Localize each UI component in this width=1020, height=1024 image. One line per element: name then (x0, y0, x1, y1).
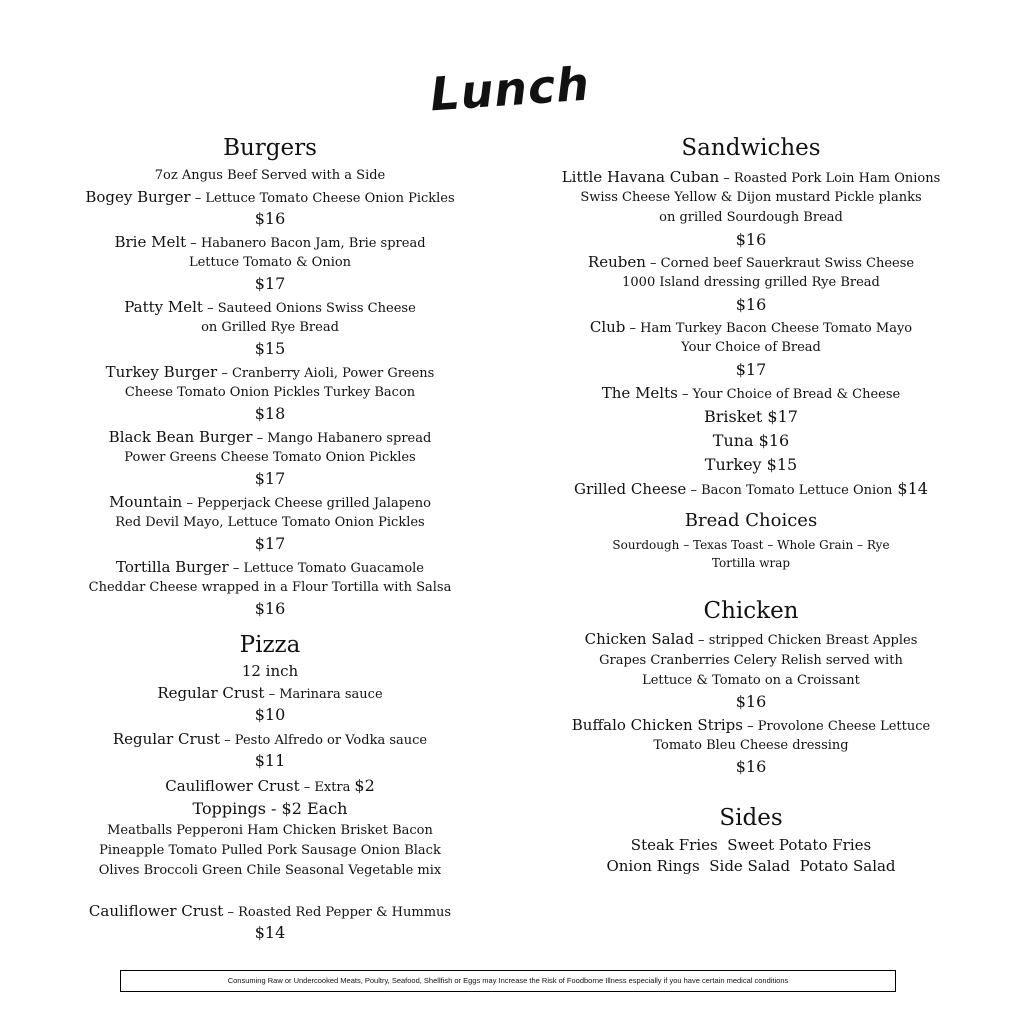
item-name: Buffalo Chicken Strips (571, 716, 743, 734)
item-description: Provolone Cheese Lettuce (757, 719, 931, 734)
item-name: Brie Melt (114, 233, 187, 251)
menu-item-line (22, 557, 518, 579)
item-price: $14 (254, 923, 286, 942)
item-description: Your Choice of Bread & Cheese (692, 387, 901, 402)
item-description: Pesto Alfredo or Vodka sauce (234, 733, 428, 748)
item-description: Cheddar Cheese wrapped in a Flour Tortilla with Salsa (88, 580, 452, 595)
item-description: Roasted Pork Loin Ham Onions (733, 171, 941, 186)
melt-option: Brisket $17 (704, 407, 798, 426)
separator: – (686, 483, 702, 498)
item-price: $16 (735, 692, 767, 711)
item-price: $16 (735, 295, 767, 314)
item-price: $16 (735, 230, 767, 249)
item-name: Cauliflower Crust (88, 902, 224, 920)
item-description: Grapes Cranberries Celery Relish served with (599, 653, 903, 668)
burgers-heading: Burgers (223, 135, 317, 161)
item-price: $15 (254, 339, 286, 358)
item-price: $10 (254, 705, 286, 724)
item-description: Habanero Bacon Jam, Brie spread (200, 236, 426, 251)
separator: – (190, 191, 206, 206)
item-price: $16 (254, 209, 286, 228)
melt-option: Tuna $16 (712, 431, 790, 450)
menu-item-line (22, 427, 518, 449)
pizza-heading: Pizza (239, 632, 301, 658)
menu-title: Lunch (428, 56, 592, 122)
sides-line: Steak Fries Sweet Potato Fries (630, 836, 872, 854)
chicken-heading: Chicken (703, 598, 799, 624)
toppings-line: Olives Broccoli Green Chile Seasonal Vegetable mix (98, 863, 442, 878)
toppings-heading: Toppings - $2 Each (192, 799, 348, 818)
item-description: Tomato Bleu Cheese dressing (653, 738, 849, 753)
separator: – (220, 733, 235, 748)
separator: – (719, 171, 734, 186)
item-price: $17 (735, 360, 767, 379)
item-description: Sauteed Onions Swiss Cheese (217, 301, 416, 316)
separator: – (264, 687, 280, 702)
pizza-size: 12 inch (241, 662, 299, 680)
separator: – (645, 256, 661, 271)
item-description: 1000 Island dressing grilled Rye Bread (622, 275, 880, 290)
item-name: Reuben (587, 253, 646, 271)
separator: – (223, 905, 239, 920)
burgers-subtitle: 7oz Angus Beef Served with a Side (154, 168, 386, 183)
item-description: Power Greens Cheese Tomato Onion Pickles (124, 450, 416, 465)
item-price: $2 (354, 776, 375, 795)
menu-item-line (22, 729, 518, 751)
menu-item-line (500, 383, 1002, 405)
menu-item-line (500, 252, 1002, 274)
item-name: The Melts (601, 384, 678, 402)
menu-item-line (500, 317, 1002, 339)
menu-item-line (22, 187, 518, 209)
menu-item-line (500, 478, 1002, 501)
item-description: Lettuce Tomato Guacamole (243, 561, 424, 576)
sandwiches-heading: Sandwiches (681, 135, 821, 161)
menu-item-line (22, 232, 518, 254)
menu-item-line (500, 167, 1002, 189)
sides-heading: Sides (719, 805, 783, 831)
bread-heading: Bread Choices (684, 510, 818, 531)
item-description: Marinara sauce (279, 687, 383, 702)
separator: – (182, 496, 197, 511)
menu-item-line (22, 297, 518, 319)
item-name: Cauliflower Crust (165, 777, 300, 795)
item-name: Grilled Cheese (574, 480, 687, 498)
separator: – (742, 719, 758, 734)
item-description: on Grilled Rye Bread (201, 320, 339, 335)
menu-item-line (500, 715, 1002, 737)
menu-item-line (22, 901, 518, 923)
separator: – (186, 236, 201, 251)
item-description: Cheese Tomato Onion Pickles Turkey Bacon (124, 385, 416, 400)
item-name: Chicken Salad (584, 630, 694, 648)
separator: – (677, 387, 693, 402)
item-description: Lettuce Tomato Cheese Onion Pickles (205, 191, 455, 206)
bread-options: Sourdough – Texas Toast – Whole Grain – Rye (612, 538, 890, 552)
separator: – (217, 366, 232, 381)
item-description: Mango Habanero spread (267, 431, 432, 446)
menu-item-line (22, 362, 518, 384)
item-name: Mountain (109, 493, 183, 511)
toppings-line: Pineapple Tomato Pulled Pork Sausage Onion Black (99, 843, 441, 858)
item-name: Regular Crust (157, 684, 265, 702)
item-description: Lettuce Tomato & Onion (188, 255, 352, 270)
sides-line: Onion Rings Side Salad Potato Salad (606, 857, 896, 875)
menu-item-line (22, 683, 518, 705)
item-name: Tortilla Burger (116, 558, 229, 576)
item-price: $14 (897, 479, 928, 498)
separator: – (299, 780, 315, 795)
item-price: $17 (254, 469, 286, 488)
item-description: Ham Turkey Bacon Cheese Tomato Mayo (640, 321, 913, 336)
item-description: Bacon Tomato Lettuce Onion (701, 483, 893, 498)
item-description: Pepperjack Cheese grilled Jalapeno (196, 496, 431, 511)
toppings-line: Meatballs Pepperoni Ham Chicken Brisket Bacon (107, 823, 433, 838)
item-description: Roasted Red Pepper & Hummus (238, 905, 452, 920)
separator: – (228, 561, 244, 576)
item-name: Club (589, 318, 626, 336)
separator: – (625, 321, 641, 336)
item-description: Your Choice of Bread (681, 340, 821, 355)
item-description: Extra (314, 780, 351, 795)
item-description: on grilled Sourdough Bread (659, 210, 843, 225)
menu-item-line (22, 492, 518, 514)
item-description: Swiss Cheese Yellow & Dijon mustard Pickle planks (580, 190, 922, 205)
menu-item-line (22, 775, 518, 798)
item-name: Little Havana Cuban (561, 168, 720, 186)
menu-item-line (500, 629, 1002, 651)
separator: – (202, 301, 218, 316)
item-name: Patty Melt (124, 298, 203, 316)
item-price: $16 (735, 757, 767, 776)
item-description: Cranberry Aioli, Power Greens (231, 366, 435, 381)
item-price: $16 (254, 599, 286, 618)
food-safety-disclaimer: Consuming Raw or Undercooked Meats, Poultry, Seafood, Shellfish or Eggs may Increase the Risk of Foodborne Illness especially if you have certain medical conditions (120, 970, 896, 992)
item-price: $17 (254, 534, 286, 553)
item-price: $11 (254, 751, 286, 770)
separator: – (693, 633, 709, 648)
item-price: $18 (254, 404, 286, 423)
item-price: $17 (254, 274, 286, 293)
separator: – (252, 431, 268, 446)
bread-options: Tortilla wrap (711, 556, 791, 570)
item-name: Turkey Burger (105, 363, 218, 381)
item-description: Corned beef Sauerkraut Swiss Cheese (660, 256, 915, 271)
melt-option: Turkey $15 (704, 455, 798, 474)
item-description: Red Devil Mayo, Lettuce Tomato Onion Pickles (115, 515, 425, 530)
item-description: Lettuce & Tomato on a Croissant (642, 673, 860, 688)
item-name: Black Bean Burger (108, 428, 253, 446)
item-name: Bogey Burger (85, 188, 191, 206)
item-description: stripped Chicken Breast Apples (708, 633, 918, 648)
item-name: Regular Crust (112, 730, 221, 748)
